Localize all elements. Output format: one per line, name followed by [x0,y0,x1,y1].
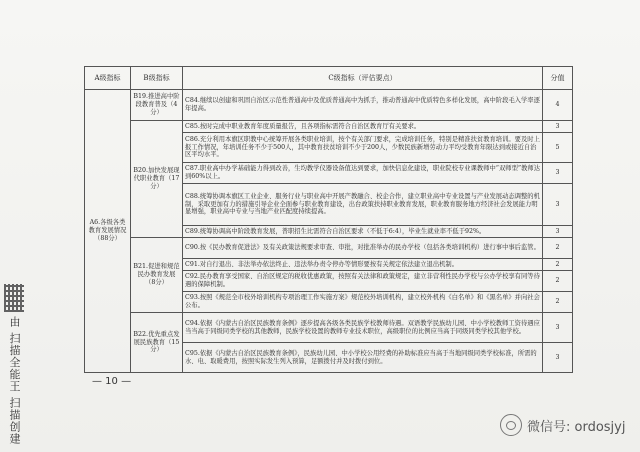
score-cell: 2 [543,259,573,271]
table-row [85,121,573,133]
page-number: — 10 — [92,376,132,387]
evaluation-table [84,66,573,373]
b-indicator-cell: B19.推进高中阶段教育普及（4分） [131,90,183,121]
qr-code-icon [4,284,24,312]
header-a: A级指标 [85,67,131,90]
c-indicator-cell: C85.按时完成中职业教育年度质量报告，且各项指标需符合自治区教育厅有关要求。 [183,121,543,133]
score-cell: 2 [543,271,573,292]
score-cell: 3 [543,226,573,238]
score-cell: 2 [543,292,573,313]
c-indicator-cell: C88.统筹协调本旗区工业企业、服务行业与职业高中开展产教融合、校企合作，建立职业高中专业设置与产业发展动态调整的机制，采取更加有力的措施引导企业全面参与职业教育建设，出台政策扶持职业教育发展，职业教育服务地方经济社会发展能力明显增强，职业高中专业与当地产业匹配度持续提高。 [183,184,543,226]
c-indicator-cell: C94.依据《内蒙古自治区民族教育条例》逐步提高各级各类民族学校教师待遇。双语教学民族幼儿园、中小学校教师工资待遇应当当高于同级同类学校的其他教师，民族学校设置的教师专业技术职位，高级职位的比例应当高于同级同类学校其他学校。 [183,313,543,343]
table-row [85,90,573,121]
score-cell: 3 [543,343,573,373]
score-cell: 5 [543,133,573,163]
header-c: C级指标（评估要点） [183,67,543,90]
c-indicator-cell: C86.充分利用本旗区职教中心统筹开展各类职业培训，按个有关部门要求，完成培训任务，特别是精准扶贫教育培训。要及时上报工作情况，年培训任务不少于500人，其中教育扶贫培训不少于200人，少数民族新增劳动力平均受教育年限达到或接近自治区平均水平。 [183,133,543,163]
score-cell: 3 [543,163,573,184]
b-indicator-cell: B21.促进和规范民办教育发展（8分） [131,238,183,313]
table-row [85,313,573,343]
c-indicator-cell: C92.民办教育享受国家、自治区规定的税收优惠政策，按照有关法律和政策规定，建立非营利性民办学校与公办学校享有同等待遇的保障机制。 [183,271,543,292]
c-indicator-cell: C90.按《民办教育促进法》及有关政策法规要求审查、审批，对批准举办的民办学校（包括各类培训机构）进行事中事后监管。 [183,238,543,259]
scanner-caption: 由 扫描全能王 扫描创建 [8,316,21,445]
score-cell: 2 [543,238,573,259]
b-indicator-cell: B22.优先重点发展民族教育（15分） [131,313,183,373]
c-indicator-cell: C91.对自行退出、非法举办依法终止、违法举办责令停办等情形要按有关规定依法建立退出机制。 [183,259,543,271]
c-indicator-cell: C95.依据《内蒙古自治区民族教育条例》，民族幼儿园、中小学校公用经费的补助标准应当高于当地同级同类学校标准，所需的水、电、取暖费用，按照实际发生列入预算，足额拨付并及时拨付到位。 [183,343,543,373]
score-cell: 4 [543,90,573,121]
wechat-icon [500,414,522,436]
c-indicator-cell: C93.按照《规范全市校外培训机构专项治理工作实施方案》规范校外培训机构，建立校外机构《白名单》和《黑名单》并向社会公布。 [183,292,543,313]
header-b: B级指标 [131,67,183,90]
c-indicator-cell: C89.统筹协调高中阶段教育发展，普职招生比需符合自治区要求（不低于6:4），毕业生就业率不低于92%。 [183,226,543,238]
score-cell: 3 [543,313,573,343]
score-cell: 3 [543,184,573,226]
c-indicator-cell: C87.职业高中办学基础能力得到改善，生均教学仪器设备值达到要求，加快信息化建设，职业院校专业课教师中“双师型”教师达到60%以上。 [183,163,543,184]
c-indicator-cell: C84.继续以创建和巩固自治区示范性普通高中及优质普通高中为抓手，推动普通高中优质特色多样化发展，高中阶段毛入学率逐年提高。 [183,90,543,121]
table-header-row [85,67,573,90]
header-score: 分值 [543,67,573,90]
a-indicator-cell: A6.各级各类教育发展情况（88分） [85,90,131,373]
wechat-watermark [500,414,625,436]
table-row [85,238,573,259]
score-cell: 3 [543,121,573,133]
watermark-text: 微信号: ordosjyj [527,419,626,435]
b-indicator-cell: B20.加快发展现代职业教育（17分） [131,121,183,238]
